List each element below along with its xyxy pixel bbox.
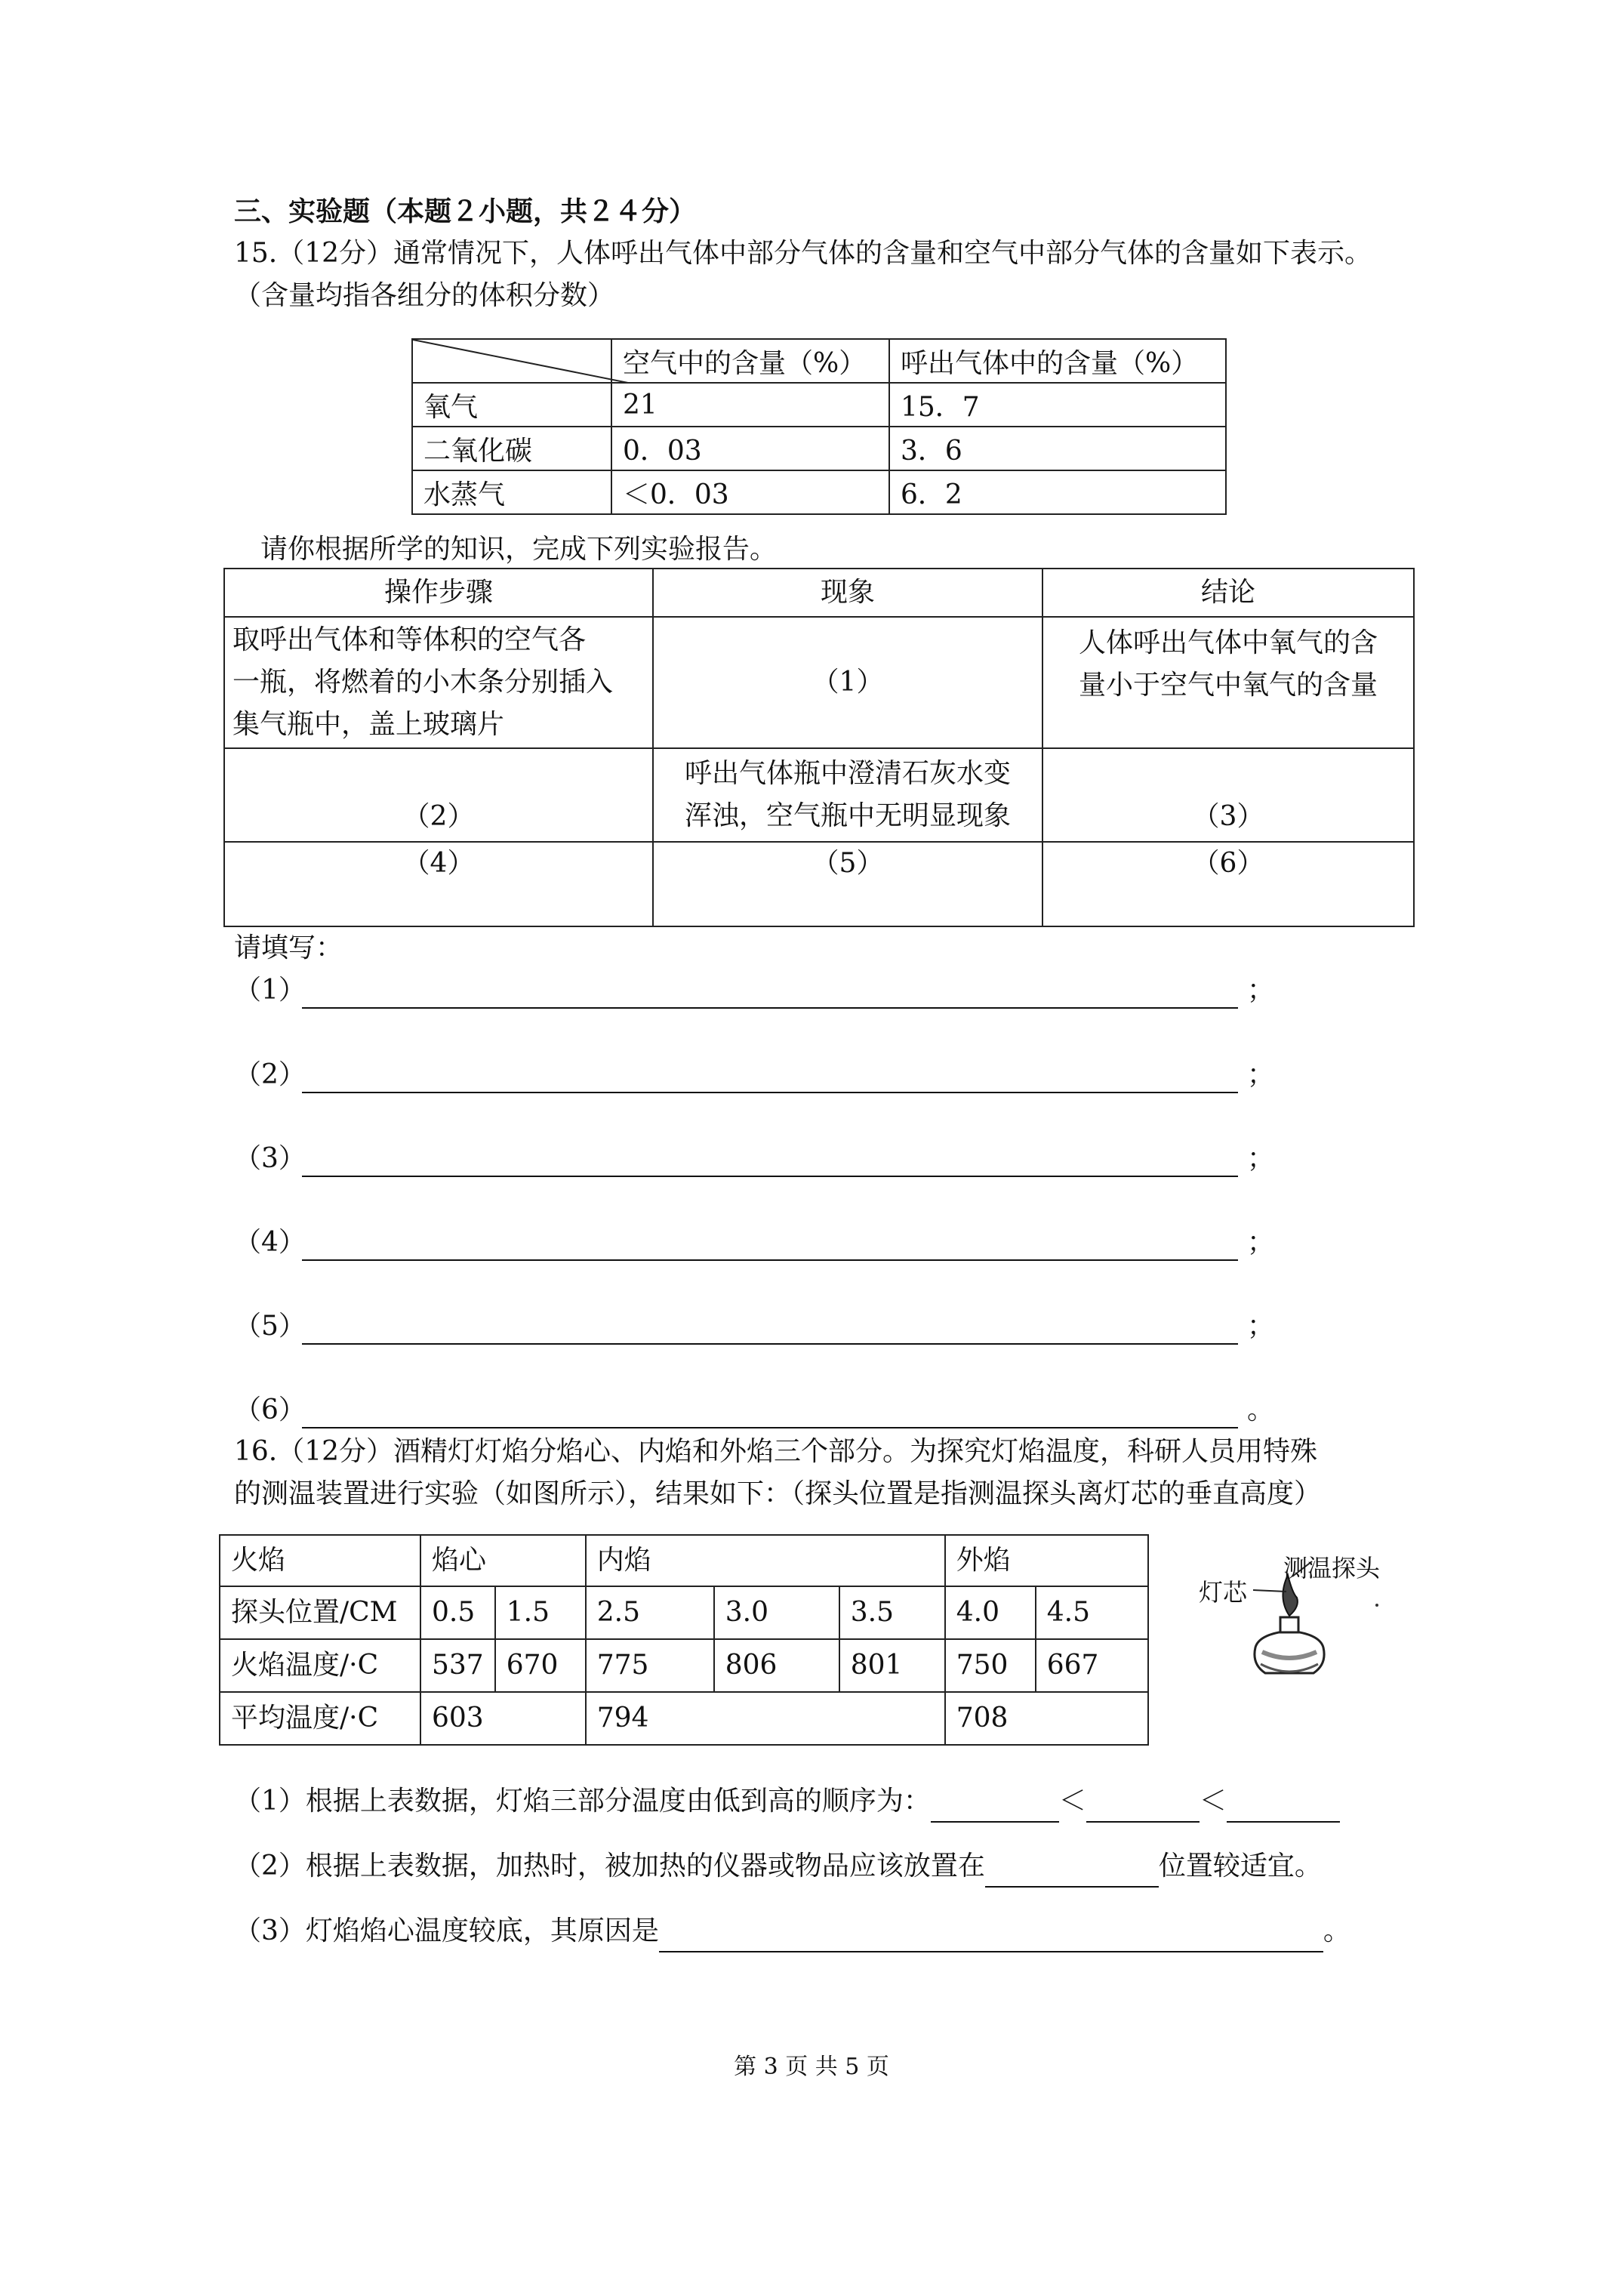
table-header: 操作步骤: [224, 569, 653, 617]
table-cell: 21: [611, 383, 889, 427]
cell-line: 量小于空气中氧气的含量: [1078, 670, 1378, 701]
q16-sub2-text: （2）根据上表数据，加热时，被加热的仪器或物品应该放置在: [234, 1851, 985, 1881]
table-cell: 4.5: [1036, 1586, 1148, 1639]
table-cell: （5）: [653, 842, 1042, 926]
cell-line: 浑浊，空气瓶中无明显现象: [684, 800, 1011, 831]
q15-gas-content-table: [411, 338, 1227, 515]
table-cell: [653, 748, 1042, 842]
table-cell: 4.0: [945, 1586, 1036, 1639]
answer-label: （2）: [234, 1059, 306, 1090]
answer-label: （6）: [234, 1395, 306, 1425]
q16-flame-temperature-table: [219, 1534, 1149, 1746]
table-cell: ＜0．03: [611, 470, 889, 514]
table-row: [220, 1692, 1148, 1745]
table-cell: [1042, 617, 1414, 748]
cell-line: 取呼出气体和等体积的空气各: [233, 624, 587, 655]
answer-blank[interactable]: [302, 1092, 1238, 1093]
table-cell: 0.5: [420, 1586, 495, 1639]
table-header: 空气中的含量（%）: [611, 339, 889, 383]
table-row: [224, 617, 1414, 748]
answer-blank[interactable]: [302, 1007, 1238, 1009]
q15-report-prompt: 请你根据所学的知识，完成下列实验报告。: [260, 534, 778, 565]
fill-prompt: 请填写：: [234, 932, 343, 963]
table-row: [412, 427, 1226, 470]
answer-end: ；: [1247, 1311, 1275, 1342]
table-cell: 火焰温度/·C: [220, 1639, 420, 1692]
answer-blank[interactable]: [302, 1259, 1238, 1261]
q16-sub2-text-after: 位置较适宜。: [1158, 1851, 1322, 1881]
less-than-sign: ＜: [1199, 1786, 1227, 1817]
table-cell: 603: [420, 1692, 586, 1745]
answer-blank[interactable]: [985, 1856, 1159, 1888]
answer-end: ；: [1247, 975, 1275, 1006]
table-cell: 焰心: [420, 1535, 586, 1586]
table-cell: 探头位置/CM: [220, 1586, 420, 1639]
cell-line: 一瓶，将燃着的小木条分别插入: [233, 667, 614, 698]
table-header: 现象: [653, 569, 1042, 617]
table-header: 呼出气体中的含量（%）: [889, 339, 1226, 383]
q15-stem-line2: （含量均指各组分的体积分数）: [234, 280, 615, 311]
wick-label: 灯芯: [1199, 1578, 1248, 1607]
table-cell: 3．6: [889, 427, 1226, 470]
q15-experiment-report-table: [223, 568, 1415, 927]
table-header: 结论: [1042, 569, 1414, 617]
q15-stem-line1: 15.（12分）通常情况下，人体呼出气体中部分气体的含量和空气中部分气体的含量如下表示。: [234, 238, 1372, 269]
q16-sub3-text: （3）灯焰焰心温度较底，其原因是: [234, 1915, 659, 1946]
answer-end: ；: [1247, 1143, 1275, 1174]
answer-label: （4）: [234, 1227, 306, 1258]
q16-stem-line1: 16.（12分）酒精灯灯焰分焰心、内焰和外焰三个部分。为探究灯焰温度，科研人员用特殊: [234, 1436, 1318, 1467]
cell-line: 呼出气体瓶中澄清石灰水变: [684, 758, 1011, 789]
answer-label: （3）: [234, 1143, 306, 1174]
table-cell: [224, 617, 653, 748]
table-cell: 3.5: [839, 1586, 945, 1639]
answer-blank[interactable]: [302, 1176, 1238, 1177]
answer-blank[interactable]: [1086, 1791, 1200, 1823]
table-cell: （2）: [224, 748, 653, 842]
answer-end: ；: [1247, 1059, 1275, 1090]
section-title: 三、实验题（本题２小题，共２４分）: [234, 196, 697, 227]
table-cell: 775: [586, 1639, 714, 1692]
alcohol-lamp-figure: [1199, 1551, 1395, 1687]
table-cell: 794: [586, 1692, 945, 1745]
page-footer: 第 3 页 共 5 页: [734, 2054, 889, 2080]
answer-blank[interactable]: [302, 1343, 1238, 1345]
table-row: [220, 1586, 1148, 1639]
probe-label: 测温探头: [1283, 1554, 1381, 1583]
answer-label: （5）: [234, 1311, 306, 1342]
answer-label: （1）: [234, 975, 306, 1006]
table-cell: 670: [495, 1639, 586, 1692]
table-cell: 氧气: [412, 383, 611, 427]
diagonal-line: [413, 340, 632, 384]
less-than-sign: ＜: [1058, 1786, 1086, 1817]
table-row: [224, 748, 1414, 842]
table-row: [412, 383, 1226, 427]
table-row: [412, 470, 1226, 514]
table-cell: 水蒸气: [412, 470, 611, 514]
table-cell: 15．7: [889, 383, 1226, 427]
table-cell: 1.5: [495, 1586, 586, 1639]
table-cell: （1）: [653, 617, 1042, 748]
table-cell: 667: [1036, 1639, 1148, 1692]
table-cell: 二氧化碳: [412, 427, 611, 470]
cell-line: 人体呼出气体中氧气的含: [1078, 627, 1378, 658]
answer-end: 。: [1247, 1395, 1275, 1425]
table-cell: 平均温度/·C: [220, 1692, 420, 1745]
table-cell: 6．2: [889, 470, 1226, 514]
answer-blank[interactable]: [659, 1921, 1323, 1952]
q16-sub3: [234, 1910, 1350, 1952]
table-cell: 火焰: [220, 1535, 420, 1586]
table-cell: 806: [714, 1639, 839, 1692]
q16-sub1-text: （1）根据上表数据，灯焰三部分温度由低到高的顺序为：: [234, 1786, 931, 1817]
table-cell: （3）: [1042, 748, 1414, 842]
table-diagonal-cell: [412, 339, 611, 383]
answer-blank[interactable]: [1227, 1791, 1340, 1823]
q16-stem-line2: 的测温装置进行实验（如图所示），结果如下：（探头位置是指测温探头离灯芯的垂直高度）: [234, 1478, 1322, 1509]
table-cell: 750: [945, 1639, 1036, 1692]
answer-blank[interactable]: [931, 1791, 1059, 1823]
answer-end: ；: [1247, 1227, 1275, 1258]
q16-sub2: [234, 1845, 1322, 1888]
q16-sub3-end: 。: [1323, 1915, 1350, 1946]
answer-blank[interactable]: [302, 1427, 1238, 1428]
cell-line: 集气瓶中，盖上玻璃片: [233, 709, 505, 740]
q16-sub1: [234, 1780, 1340, 1823]
table-cell: 708: [945, 1692, 1148, 1745]
table-cell: 801: [839, 1639, 945, 1692]
table-cell: （6）: [1042, 842, 1414, 926]
table-cell: 外焰: [945, 1535, 1148, 1586]
table-row: [220, 1639, 1148, 1692]
table-row: [220, 1535, 1148, 1586]
table-cell: 内焰: [586, 1535, 945, 1586]
table-cell: 0．03: [611, 427, 889, 470]
table-cell: 3.0: [714, 1586, 839, 1639]
table-cell: 2.5: [586, 1586, 714, 1639]
table-cell: 537: [420, 1639, 495, 1692]
table-row: [224, 842, 1414, 926]
table-cell: （4）: [224, 842, 653, 926]
